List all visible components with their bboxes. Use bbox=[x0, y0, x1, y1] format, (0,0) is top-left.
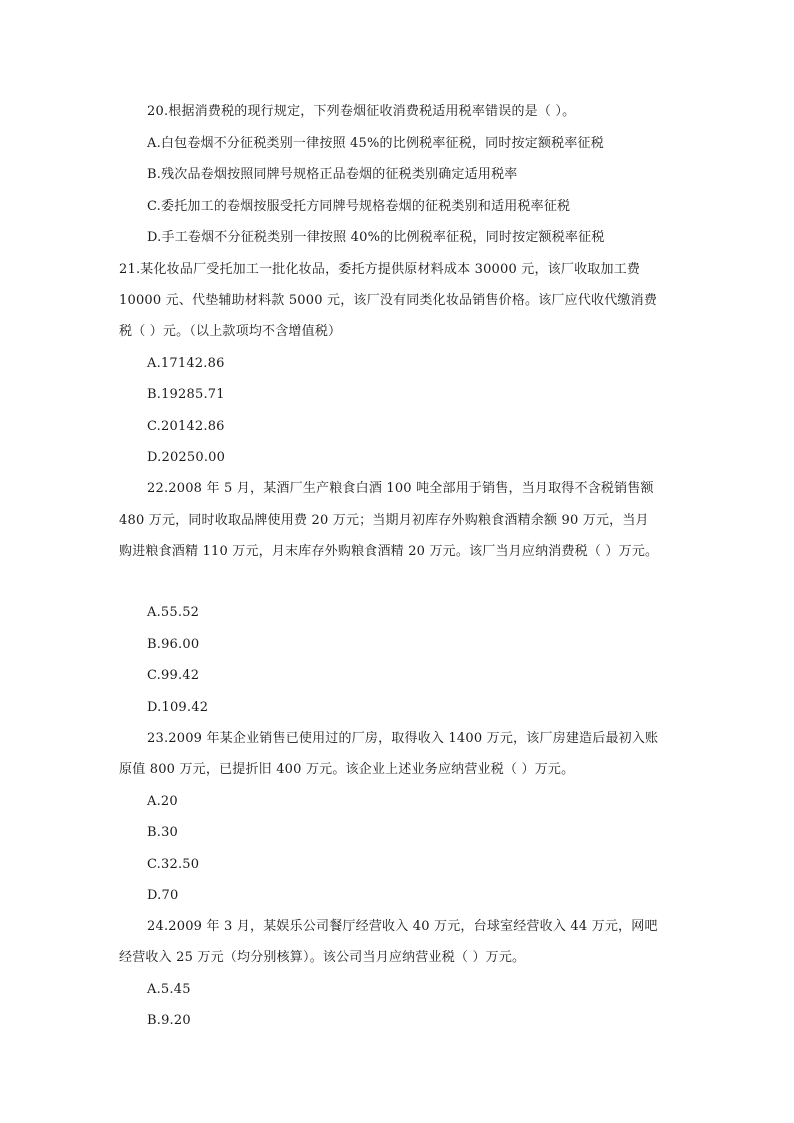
question-20-stem: 20.根据消费税的现行规定，下列卷烟征收消费税适用税率错误的是（ ）。 bbox=[147, 104, 576, 119]
question-22-option-a: A.55.52 bbox=[147, 605, 200, 620]
question-23-option-b: B.30 bbox=[147, 825, 179, 840]
question-22-option-d: D.109.42 bbox=[147, 700, 209, 715]
question-22-option-c: C.99.42 bbox=[147, 668, 200, 683]
question-23-stem-line-2: 原值 800 万元，已提折旧 400 万元。该企业上述业务应纳营业税（ ）万元。 bbox=[119, 762, 575, 777]
question-24-option-b: B.9.20 bbox=[147, 1013, 191, 1028]
question-21-stem-line-3: 税（ ）元。（以上款项均不含增值税） bbox=[119, 324, 342, 339]
question-23-stem-line-1: 23.2009 年某企业销售已使用过的厂房，取得收入 1400 万元，该厂房建造后最初入账 bbox=[147, 731, 659, 746]
question-20-option-b: B.残次品卷烟按照同牌号规格正品卷烟的征税类别确定适用税率 bbox=[147, 167, 518, 182]
question-21-option-c: C.20142.86 bbox=[147, 419, 225, 434]
question-24-stem-line-1: 24.2009 年 3 月，某娱乐公司餐厅经营收入 40 万元，台球室经营收入 44 万元，网吧 bbox=[147, 919, 658, 934]
question-24-option-a: A.5.45 bbox=[147, 982, 191, 997]
question-20-option-d: D.手工卷烟不分征税类别一律按照 40%的比例税率征税，同时按定额税率征税 bbox=[147, 230, 605, 245]
question-23-option-d: D.70 bbox=[147, 888, 179, 903]
question-20-option-a: A.白包卷烟不分征税类别一律按照 45%的比例税率征税，同时按定额税率征税 bbox=[147, 136, 604, 151]
question-21-stem-line-2: 10000 元、代垫辅助材料款 5000 元，该厂没有同类化妆品销售价格。该厂应代收代缴消费 bbox=[119, 293, 658, 308]
question-20-option-c: C.委托加工的卷烟按服受托方同牌号规格卷烟的征税类别和适用税率征税 bbox=[147, 199, 571, 214]
question-21-option-d: D.20250.00 bbox=[147, 450, 226, 465]
question-23-option-c: C.32.50 bbox=[147, 857, 200, 872]
question-22-option-b: B.96.00 bbox=[147, 637, 200, 652]
question-22-stem-line-3: 购进粮食酒精 110 万元，月末库存外购粮食酒精 20 万元。该厂当月应纳消费税（ ）万元。 bbox=[119, 544, 659, 559]
question-21-option-a: A.17142.86 bbox=[147, 356, 225, 371]
question-24-stem-line-2: 经营收入 25 万元（均分别核算）。该公司当月应纳营业税（ ）万元。 bbox=[119, 950, 526, 965]
question-22-stem-line-2: 480 万元，同时收取品牌使用费 20 万元；当期月初库存外购粮食酒精余额 90 万元，当月 bbox=[119, 513, 649, 528]
question-23-option-a: A.20 bbox=[147, 794, 178, 809]
question-22-stem-line-1: 22.2008 年 5 月，某酒厂生产粮食白酒 100 吨全部用于销售，当月取得不含税销售额 bbox=[147, 481, 654, 496]
question-21-stem-line-1: 21.某化妆品厂受托加工一批化妆品，委托方提供原材料成本 30000 元，该厂收取加工费 bbox=[119, 262, 641, 277]
question-21-option-b: B.19285.71 bbox=[147, 387, 225, 402]
